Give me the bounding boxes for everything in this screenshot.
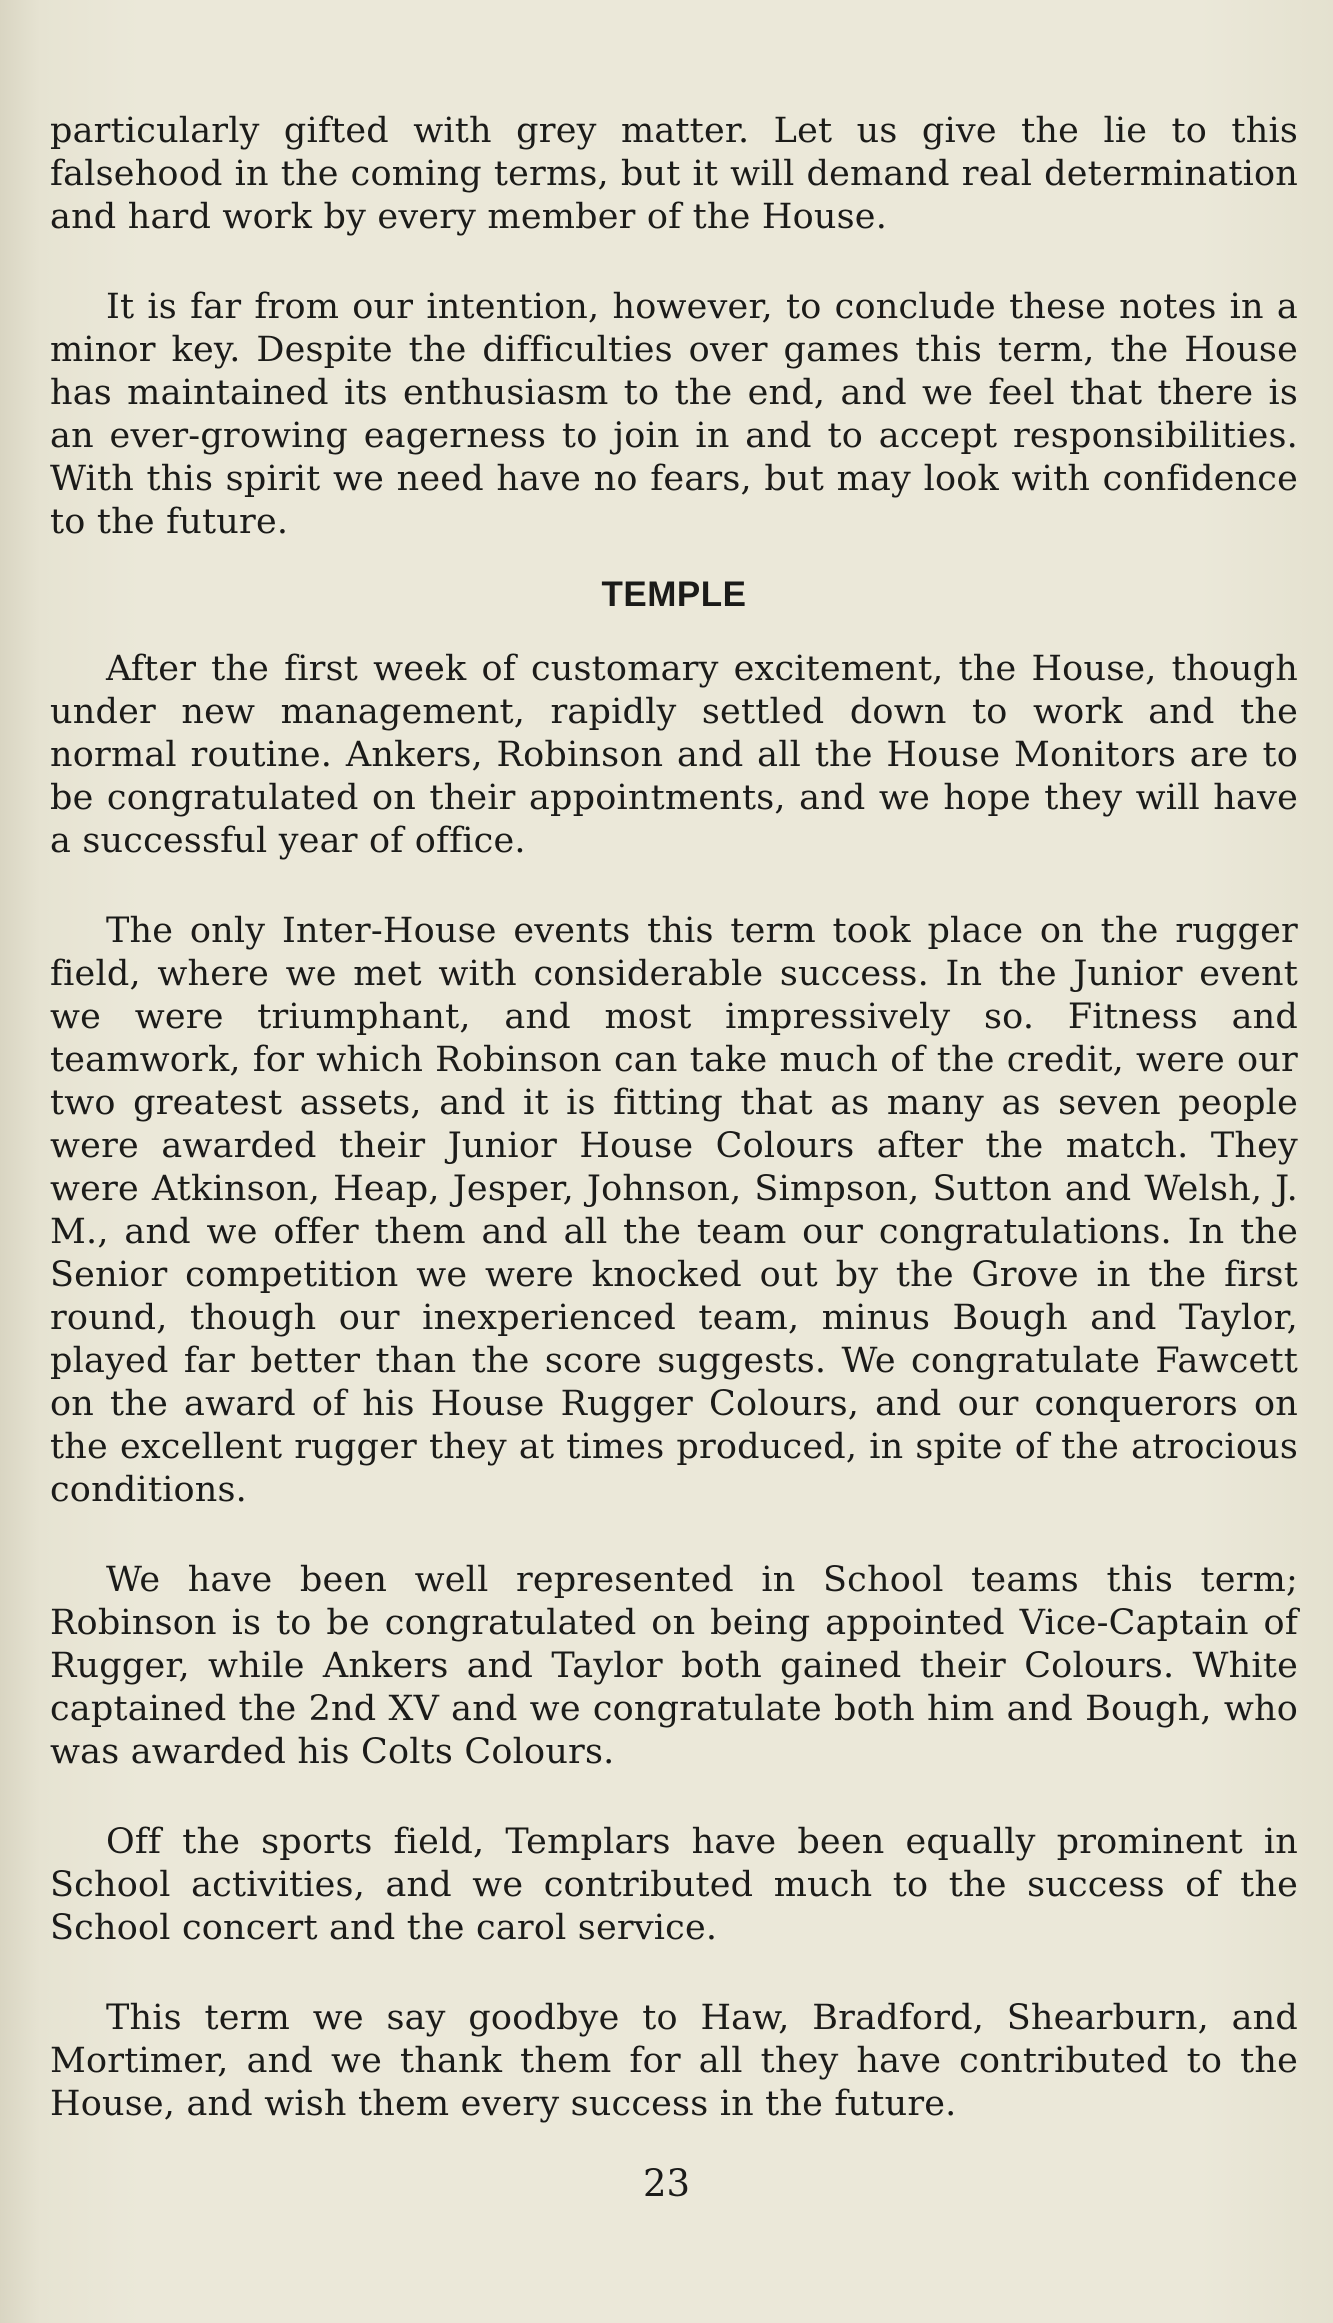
paragraph-goodbye: This term we say goodbye to Haw, Bradford, Shearburn, and Mortimer, and we thank them for all they have contributed to the House, and wish them every success in the future.	[50, 1998, 1298, 2124]
paragraph-minor-key: It is far from our intention, however, to conclude these notes in a minor key. Despite the difficulties over games this term, the House has maintained its enthusiasm to the end, and we feel that there is an ever-growing eagerness to join in and to accept responsibilities. With this spirit we need have no fears, but may look with confidence to the future.	[50, 287, 1298, 542]
page-number: 23	[642, 2162, 691, 2205]
paragraph-management: After the first week of customary excitement, the House, though under new management, rapidly settled down to work and the normal routine. Ankers, Robinson and all the House Monitors are to be congratulated on their appointments, and we hope they will have a successful year of office.	[50, 649, 1298, 861]
body-text	[50, 110, 1298, 2126]
paragraph-inter-house: The only Inter-House events this term took place on the rugger field, where we met with considerable success. In the Junior event we were triumphant, and most impressively so. Fitness and teamwork, for which Robinson can take much of the credit, were our two greatest assets, and it is fitting that as many as seven people were awarded their Junior House Colours after the match. They were Atkinson, Heap, Jesper, Johnson, Simpson, Sutton and Welsh, J. M., and we offer them and all the team our congratulations. In the Senior competition we were knocked out by the Grove in the first round, though our inexperienced team, minus Bough and Taylor, played far better than the score suggests. We congratulate Fawcett on the award of his House Rugger Colours, and our conquerors on the excellent rugger they at times produced, in spite of the atrocious conditions.	[50, 911, 1298, 1510]
section-heading: TEMPLE	[601, 575, 747, 614]
paragraph-school-teams: We have been well represented in School teams this term; Robinson is to be congratulated on being appointed Vice-Captain of Rugger, while Ankers and Taylor both gained their Colours. White captained the 2nd XV and we congratulate both him and Bough, who was awarded his Colts Colours.	[50, 1560, 1298, 1772]
paragraph-continuation: particularly gifted with grey matter. Let us give the lie to this falsehood in the coming terms, but it will demand real determination and hard work by every member of the House.	[50, 111, 1298, 237]
paragraph-activities: Off the sports field, Templars have been equally prominent in School activities, and we contributed much to the success of the School concert and the carol service.	[50, 1822, 1298, 1948]
